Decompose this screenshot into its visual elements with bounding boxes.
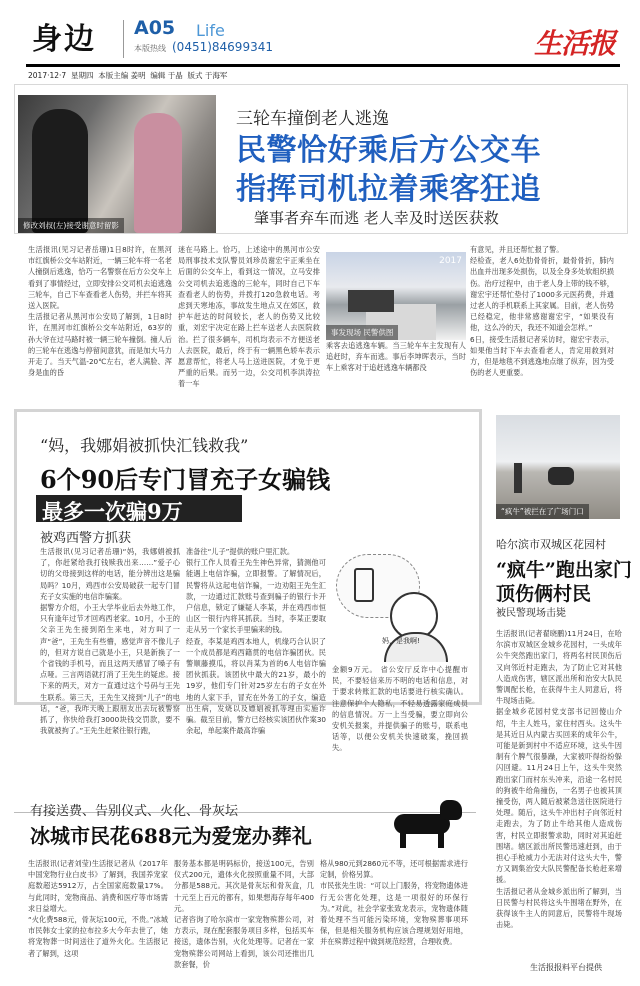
page-type: Life: [196, 21, 225, 40]
story1-photo: [18, 95, 216, 233]
story1-kicker: 三轮车撞倒老人逃逸: [236, 109, 389, 129]
footer-source: 生活报报料平台提供: [530, 963, 602, 972]
hotline-label: 本版热线: [134, 44, 166, 53]
story2-headline: 6个90后专门冒充子女骗钱: [40, 465, 331, 494]
story1-col2: 迷在马路上。恰巧，上述途中的黑河市公安局刑事技术支队警员刘珍员谢宏宇正乘坐在后面的公交车上，看到这一情况，立马安排公交司机去追逃逸的三轮车，同时自己下车查看老人的伤势，并拨打120急救电话。考虑到天寒地冻，事故发生地点又在郊区，救护车赶达的时间较长，老人的伤势又比较重，刘宏宇决定在路上拦车送老人去医院救治。拦了很多辆车，司机均表示不方便送老人去医院，最后，终于有一辆黑色轿车表示愿意帮忙，将老人马上送进医院，才免于更严重的后果。而另一边，公交司机李洪涛拉着一车: [178, 245, 320, 389]
story3-photo: [496, 415, 620, 519]
story4-kicker: 有接送费、告别仪式、火化、骨灰坛: [30, 804, 239, 819]
story2-col1: 生活报讯(见习记者岳珊)“妈，我娜娟被抓了，你赶紧给我打钱赎我出来……”爱子心切的父母接到这样的电话，能分辨出这是骗局吗？10月，鸡西市公安局破获一起专门冒充子女实施的电信诈骗案。 据警方介绍，小王大学毕业后去外地工作，只有逢年过节才回鸡西老家。10月，小王的父亲王先生接到陌生来电，对方叫了一声“爸”，王先生有些懵，感觉声音不像儿子的，但对方说自己就是小王，只是新换了一个省钱的手机号，而且这两天感冒了嗓子有点哑。三言两语就打消了王先生的疑虑。接下来的两天，对方一直通过这个号码与王先生联系。第三天，王先生又接到“儿子”的电话，“爸，我昨天晚上跟朋友出去玩被警察抓了，你快给我打3000块钱交罚款，要不我就被拘了。”王先生赶紧往银行跑，: [40, 547, 180, 736]
story4-col3: 格从980元到2860元不等，还可根据需求进行定制，价格另算。 市民张先生说：“可以上门服务，将宠物遗体进行无公害化处理，这是一项很好的环保行为。”对此，社会学家张致龙表示，宠物遗体随着处理不当可能污染环境，宠物殡葬事项环保，但是相关服务机构应该合理规划好用地，并在殡葬过程中做到规范经营，合理收费。: [320, 859, 468, 947]
dog-leg-front-icon: [438, 830, 444, 848]
story1-photo2-date: 2017: [439, 256, 462, 266]
date-line: 2017·12·7 星期四 本版主编 姜明 编辑 于晶 版式 于海军: [28, 71, 228, 80]
dog-head-icon: [440, 800, 462, 820]
story1-col4: 有意见，并且还帮忙报了警。 经检查，老人6处肋骨骨折，最骨骨折，肺内出血并出现多处损伤，以及全身多处软组织损伤。治疗过程中，由于老人身上带的钱不够，谢宏宇还帮忙垫付了1000多元医药费，并通过老人的手机联系上其家属。目前，老人伤势已经稳定，他非常感谢谢宏宇，“如果没有他，这么冷的天，我还不知道会怎样。” 6日，接受生活报记者采访时，谢宏宇表示，如果他当时下车去查看老人，肯定用救到对方，但是地毯不到逃逸地点继了纵弃，因为受伤的老人更重要。: [470, 245, 614, 378]
hotline-number: (0451)84699341: [172, 40, 273, 54]
story1-headline-line1: 民警恰好乘后方公交车: [236, 133, 541, 168]
story3-headline-line2: 顶伤俩村民: [496, 583, 592, 605]
dog-leg-back-icon: [400, 830, 406, 848]
person-silhouette-left: [32, 109, 88, 233]
story3-source: 被民警现场击毙: [496, 608, 566, 619]
dog-illustration: [380, 796, 474, 850]
story2-quote: “妈，我娜娟被抓快汇钱救我”: [40, 436, 249, 455]
story4-headline: 冰城市民花688元为爱宠办葬礼: [30, 824, 312, 848]
story2-banner-text: 最多一次骗9万: [42, 499, 183, 524]
story2-col2: 准备往“儿子”提供的账户里汇款。 银行工作人员看王先生神色异常，猜测他可能遇上电信诈骗，立即报警。了解情况后，民警将从这起电信诈骗，一边劝阻王先生汇款，一边通过汇款账号查到骗子的银行卡开户信息，锁定了嫌疑人李某，并在鸡西市恒山区一银行内将其抓获。当时，李某正要取走从另一个家长手里骗来的钱。 经查，李某是鸡西本地人，机缘巧合认识了一个成员都是鸡西籍贯的电信诈骗团伙。民警顺藤摸瓜，将以肖某为首的6人电信诈骗团伙抓获。该团伙中最大的21岁，最小的19岁，他们专门针对25岁左右的子女在外地的人家下手，冒充在外务工的子女，编造出生病，发烧以及嫖娼被抓等理由实施诈骗。截至目前，警方已经核实该团伙作案30余起，单起案件最高诈骗: [186, 547, 326, 736]
story2-col3: 金额9万元。 省公安厅反诈中心提醒市民，不要轻信来历不明的电话和信息，对于要求转账汇款的电话要进行核实确认。注意保护个人隐私，不轻易透露家庭成员的信息情况。万一上当受骗，要立即向公安机关报案，并提供骗子的账号，联系电话等，以便公安机关快速破案，挽回损失。: [332, 665, 468, 753]
story1-col3: 乘客去追逃逸车辆。当三轮车车主发现有人追赶时，弃车而逃。事后李坤晖表示，当时车上乘客对于追赶逃逸车辆都没: [326, 341, 466, 373]
story4-col2: 服务基本都是明码标价，接送100元，告别仪式200元，遗体火化按照重量不同，大部分都是588元。其次是骨灰坛和骨灰盒，几十元至上百元的都有，如果想海存每年400元。 记者咨询了哈尔滨市一家宠物殡葬公司，对方表示，现在配套服务项目多样，包括买车接送，遗体告别，火化处理等。记者在一家宠物殡葬公司网站上看到，该公司还推出几款套餐，价: [174, 859, 314, 969]
story3-photo-caption: “疯牛”被拦在了广场门口: [496, 504, 589, 519]
story1-photo2: [326, 252, 466, 340]
bull-silhouette: [548, 467, 574, 485]
section-title-divider: [123, 20, 124, 58]
story1-photo2-caption: 事发现场 民警供图: [326, 325, 398, 340]
story1-headline-line2: 指挥司机拉着乘客狂追: [236, 172, 541, 207]
person-silhouette: [514, 463, 522, 493]
story2-source: 被鸡西警方抓获: [40, 531, 132, 546]
header-rule: [26, 64, 620, 67]
phone-icon: [354, 568, 374, 602]
story1-photo-caption: 修改刘叔(左)接受谢意时留影: [18, 218, 124, 233]
speech-bubble-text: 妈，是我啊!: [382, 637, 420, 645]
section-title: 身边: [32, 22, 96, 57]
page-code: A05: [134, 17, 176, 39]
masthead-logo: 生活报: [534, 27, 616, 60]
story4-col1: 生活报讯(记者刘莹)生活报记者从《2017年中国宠物行业白皮书》了解到，我国养宠家庭数超达5912万，占全国家庭数量17%。与此同时，宠物商品、消费和医疗等市场需求日益增大。 “火化费588元，骨灰坛100元，不贵。”冰城市民韩女士家的拉布拉多大今年去世了，她将宠物葬一时间送往了道外火化。生活报记者了解到，这项: [28, 859, 168, 958]
story2-illustration: [328, 538, 458, 662]
bus-shape: [348, 290, 394, 312]
story1-col1: 生活报讯(见习记者岳珊)1日8时许，在黑河市红旗桥公交车站附近，一辆三轮车将一名老人撞倒后逃逸，恰巧一名警察在后方公交车上看到了事情经过，立即安排公交司机去追逃逸三轮车，自己下车查看老人伤势，并拦车将其送入医院。 生活报记者从黑河市公安局了解到，1日8时许，在黑河市红旗桥公交车站附近，63岁的孙大爷在过马路时被一辆三轮车撞倒。撞人后的三轮车在逃逸与停留间意犹，而是加大马力开走了。当天气温-20℃左右，老人满脸、浑身是血的昏: [28, 245, 172, 378]
story3-headline-line1: “疯牛”跑出家门: [496, 559, 632, 581]
story1-subhead: 肇事者弃车而逃 老人幸及时送医获救: [254, 209, 499, 227]
story3-kicker: 哈尔滨市双城区花园村: [496, 538, 606, 551]
person-silhouette-right: [134, 113, 182, 233]
story3-body: 生活报讯(记者翟晓鹏)11月24日，在哈尔滨市双城区金城乡花园村，一头成年公牛突然跑出家门，将两名村民顶伤后又向邻近村走跑去，为了防止它对其他人造成伤害，辖区派出所和治安大队民警调配长枪，在获得牛主人同意后，将牛现场击毙。 据金城乡花园村党支部书记回傻山介绍，牛主人姓马，家住村西头。这头牛是其近日从内蒙古买回来的成年公牛，可能是新到村中不适应环境，这头牛因制有个脾气很暴躁，大家被吓得纷纷躲闪回避。11月24日上午，这头牛突然跑出家门而村东头冲来，沿途一名村民的狗被牛给角撞伤，一名男子也被其顶撞受伤，两人随后被紧急送往医院进行处理。随后，这头牛冲出村子向邻近村走跑去，为了防止牛给其他人造成伤害，村民立即报警求助，同时对其追赶围堵。辖区派出所民警迅速赶到，由于担心手枪威力小无法对付这头大牛，警方又调集治安大队民警配备长枪赶来增援。 生活报记者从金城乡派出所了解到，当日民警与村民将这头牛围堵在野外，在获得该牛主人的同意后，民警将牛现场击毙。: [496, 629, 622, 930]
